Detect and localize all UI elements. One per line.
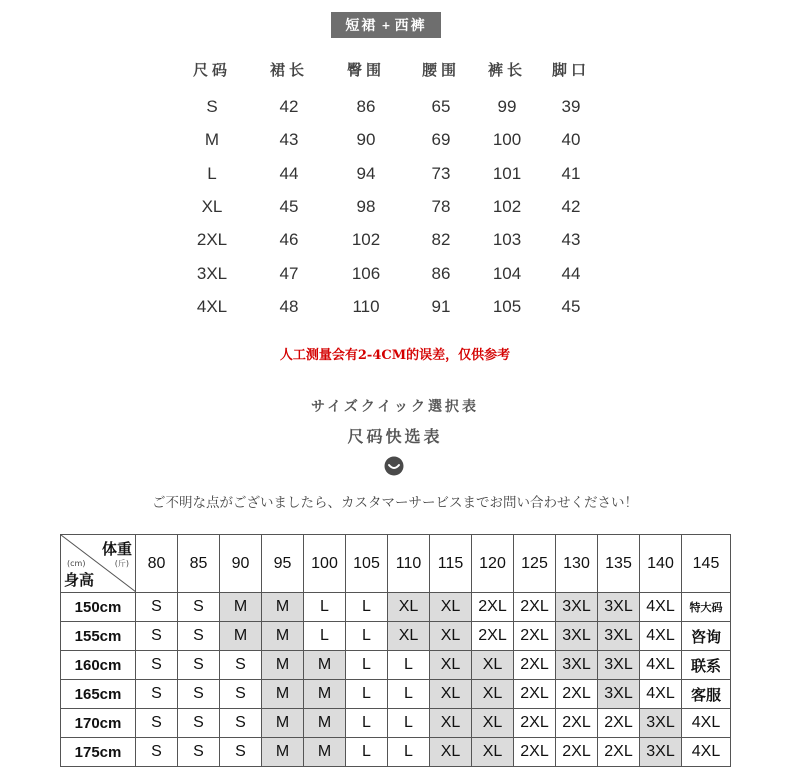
size-table-cell: 42: [561, 196, 581, 216]
size-cell: 2XL: [514, 709, 556, 738]
weight-unit: (斤): [114, 559, 129, 568]
size-table-cell: 94: [356, 163, 376, 183]
size-cell: S: [136, 680, 178, 709]
size-cell: 2XL: [514, 622, 556, 651]
size-table-row: [0, 264, 790, 284]
size-table-cell: 82: [431, 230, 451, 250]
size-table-cell: 69: [431, 130, 451, 150]
size-cell: 3XL: [598, 680, 640, 709]
quick-title-jp: サイズクイック選択表: [311, 399, 479, 415]
title-right: 西裤: [394, 18, 427, 34]
size-table-cell: 42: [279, 97, 299, 116]
size-cell: XL: [430, 593, 472, 622]
size-cell: 2XL: [472, 622, 514, 651]
size-table-cell: 45: [279, 196, 299, 216]
size-cell: 4XL: [640, 593, 682, 622]
size-cell: 2XL: [514, 738, 556, 767]
size-table-cell: 40: [561, 130, 581, 150]
size-cell: S: [220, 738, 262, 767]
size-table-row: [0, 197, 790, 217]
size-cell: M: [304, 738, 346, 767]
size-cell: S: [136, 651, 178, 680]
size-table-cell: 106: [351, 263, 381, 283]
size-cell: L: [346, 738, 388, 767]
size-cell: L: [388, 709, 430, 738]
size-table-header-cell: 臀围: [346, 61, 385, 79]
title-left: 短裙: [345, 18, 378, 34]
size-cell: S: [136, 738, 178, 767]
size-table-cell: 99: [497, 97, 517, 116]
size-cell: M: [262, 738, 304, 767]
size-table-cell: 3XL: [196, 263, 228, 283]
height-cell: 170cm: [61, 709, 136, 738]
size-cell: L: [388, 651, 430, 680]
size-cell: S: [178, 709, 220, 738]
size-cell: 2XL: [556, 738, 598, 767]
size-cell: M: [262, 651, 304, 680]
size-table-cell: 101: [492, 163, 522, 183]
title-badge: [331, 12, 441, 38]
size-cell: M: [220, 622, 262, 651]
size-table-cell: L: [207, 163, 217, 183]
height-cell: 165cm: [61, 680, 136, 709]
size-table-cell: 44: [279, 163, 299, 183]
size-cell: S: [220, 709, 262, 738]
size-cell: M: [262, 709, 304, 738]
size-cell: 3XL: [556, 593, 598, 622]
weight-header-cell: 120: [472, 535, 514, 593]
size-cell: M: [304, 709, 346, 738]
grid-row: [61, 651, 731, 680]
size-table-cell: 48: [279, 296, 299, 316]
size-table-cell: 46: [279, 230, 299, 250]
size-cell: 3XL: [556, 651, 598, 680]
size-cell: XL: [430, 680, 472, 709]
height-cell: 155cm: [61, 622, 136, 651]
size-cell: 特大码: [682, 593, 731, 622]
size-table-cell: 98: [356, 196, 376, 216]
size-cell: L: [388, 680, 430, 709]
weight-header-cell: 100: [304, 535, 346, 593]
size-cell: S: [136, 593, 178, 622]
size-table-cell: 4XL: [196, 296, 228, 316]
grid-row: [61, 738, 731, 767]
size-cell: 4XL: [640, 622, 682, 651]
size-table-header-cell: 裤长: [487, 61, 526, 79]
size-table-row: [0, 164, 790, 184]
size-cell: 2XL: [556, 680, 598, 709]
size-table-cell: XL: [201, 196, 223, 216]
weight-header-cell: 140: [640, 535, 682, 593]
size-cell: L: [346, 680, 388, 709]
size-table-cell: S: [206, 97, 218, 116]
size-table-cell: 90: [356, 130, 376, 150]
size-cell: M: [262, 680, 304, 709]
size-table-cell: 41: [561, 163, 581, 183]
size-cell: 4XL: [682, 738, 731, 767]
size-cell: XL: [472, 651, 514, 680]
weight-header-cell: 145: [682, 535, 731, 593]
weight-header-cell: 95: [262, 535, 304, 593]
size-cell: M: [304, 680, 346, 709]
size-cell: L: [346, 622, 388, 651]
grid-row: [61, 593, 731, 622]
size-cell: 2XL: [556, 709, 598, 738]
size-table-header-cell: 脚口: [551, 61, 590, 79]
size-table-row: [0, 230, 790, 250]
weight-label: 体重: [101, 540, 132, 558]
size-cell: 4XL: [640, 651, 682, 680]
size-table-row: [0, 97, 790, 117]
size-cell: XL: [472, 680, 514, 709]
size-cell: 2XL: [598, 709, 640, 738]
size-cell: 4XL: [682, 709, 731, 738]
size-cell: 3XL: [640, 738, 682, 767]
size-table-header-cell: 裙长: [269, 61, 308, 79]
size-cell: XL: [388, 593, 430, 622]
size-cell: L: [346, 709, 388, 738]
size-cell: 咨询: [682, 622, 731, 651]
size-cell: 2XL: [514, 651, 556, 680]
weight-header-cell: 85: [178, 535, 220, 593]
size-cell: M: [304, 651, 346, 680]
size-table-cell: 2XL: [196, 230, 228, 250]
height-cell: 150cm: [61, 593, 136, 622]
size-table-cell: 86: [356, 97, 376, 116]
weight-header-cell: 110: [388, 535, 430, 593]
size-table-cell: 110: [352, 296, 380, 316]
size-cell: S: [178, 622, 220, 651]
size-table-cell: 39: [561, 97, 581, 116]
size-table-cell: 78: [431, 196, 451, 216]
size-table-row: [0, 297, 790, 317]
size-cell: 3XL: [598, 651, 640, 680]
size-table-cell: 102: [492, 196, 522, 216]
size-table-row: [0, 130, 790, 150]
size-table-cell: 45: [561, 296, 581, 316]
size-table-cell: 104: [492, 263, 522, 283]
size-cell: 4XL: [640, 680, 682, 709]
size-cell: S: [178, 680, 220, 709]
weight-header-cell: 125: [514, 535, 556, 593]
grid-row: [61, 622, 731, 651]
grid-corner-header: [61, 535, 136, 593]
size-selection-grid: [60, 534, 731, 767]
size-table-cell: 47: [279, 263, 299, 283]
grid-row: [61, 709, 731, 738]
size-cell: S: [136, 709, 178, 738]
size-cell: S: [178, 738, 220, 767]
weight-header-cell: 90: [220, 535, 262, 593]
size-table-cell: 103: [492, 230, 522, 250]
size-cell: S: [136, 622, 178, 651]
weight-header-cell: 105: [346, 535, 388, 593]
size-cell: XL: [430, 651, 472, 680]
weight-header-cell: 80: [136, 535, 178, 593]
size-table-cell: 43: [279, 130, 299, 150]
smile-icon: [384, 456, 404, 476]
size-cell: M: [220, 593, 262, 622]
size-table-cell: 86: [431, 263, 451, 283]
size-cell: S: [220, 680, 262, 709]
size-cell: L: [346, 651, 388, 680]
size-table-cell: 91: [431, 296, 451, 316]
height-unit: (cm): [67, 559, 86, 568]
size-table-cell: 102: [351, 230, 381, 250]
measurement-note: 人工测量会有2-4CM的误差，仅供参考: [279, 348, 511, 363]
contact-text: ご不明な点がございましたら、カスタマーサービスまでお問い合わせください！: [152, 495, 638, 511]
size-table-header-cell: 尺码: [192, 61, 231, 79]
grid-row: [61, 680, 731, 709]
size-cell: 2XL: [514, 593, 556, 622]
size-cell: L: [346, 593, 388, 622]
size-cell: M: [262, 622, 304, 651]
size-table-header: [0, 59, 790, 79]
size-cell: 3XL: [640, 709, 682, 738]
quick-title-cn: 尺码快选表: [347, 427, 443, 446]
size-cell: XL: [430, 622, 472, 651]
size-cell: XL: [430, 709, 472, 738]
size-table-cell: 100: [492, 130, 522, 150]
size-cell: S: [220, 651, 262, 680]
size-cell: 客服: [682, 680, 731, 709]
size-cell: L: [304, 622, 346, 651]
size-table-cell: 43: [561, 230, 581, 250]
size-cell: XL: [472, 738, 514, 767]
height-cell: 160cm: [61, 651, 136, 680]
size-cell: 2XL: [472, 593, 514, 622]
weight-header-cell: 130: [556, 535, 598, 593]
size-cell: 3XL: [556, 622, 598, 651]
size-cell: 2XL: [514, 680, 556, 709]
size-table-cell: 65: [431, 97, 451, 116]
size-cell: L: [304, 593, 346, 622]
size-table-cell: 105: [492, 296, 522, 316]
weight-header-cell: 135: [598, 535, 640, 593]
size-cell: 联系: [682, 651, 731, 680]
height-label: 身高: [64, 571, 95, 589]
size-cell: S: [178, 593, 220, 622]
size-table-cell: M: [204, 130, 220, 150]
size-table-cell: 44: [561, 263, 581, 283]
weight-header-cell: 115: [430, 535, 472, 593]
size-cell: 3XL: [598, 622, 640, 651]
size-cell: XL: [430, 738, 472, 767]
size-cell: 3XL: [598, 593, 640, 622]
size-cell: 2XL: [598, 738, 640, 767]
size-cell: XL: [388, 622, 430, 651]
size-cell: S: [178, 651, 220, 680]
size-table-header-cell: 腰围: [421, 61, 460, 79]
size-cell: M: [262, 593, 304, 622]
size-cell: L: [388, 738, 430, 767]
height-cell: 175cm: [61, 738, 136, 767]
title-plus: +: [381, 18, 391, 32]
size-table-cell: 73: [431, 163, 451, 183]
size-cell: XL: [472, 709, 514, 738]
